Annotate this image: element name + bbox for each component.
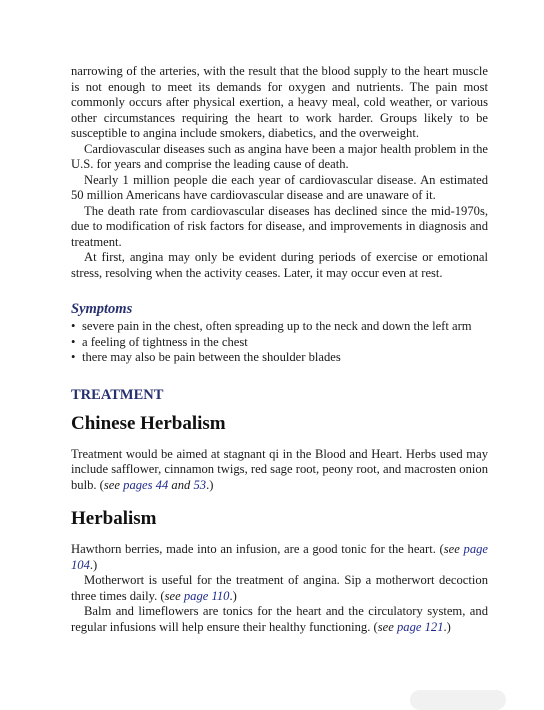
intro-paragraph-4: The death rate from cardiovascular diseases has declined since the mid-1970s, due to modification of risk factors for disease, and improvements in diagnosis and treatment. (71, 203, 488, 249)
herbalism-paragraph-1: Hawthorn berries, made into an infusion, are a good tonic for the heart. (see page 104.) (71, 542, 488, 572)
page-corner-shadow (410, 690, 506, 710)
list-item (71, 335, 488, 351)
symptoms-heading: Symptoms (71, 301, 133, 317)
see-label: see (103, 477, 120, 492)
herbalism-paragraph-3: Balm and limeflowers are tonics for the heart and the circulatory system, and regular infusions will help ensure their healthy functioning. (see page 121.) (71, 604, 488, 634)
intro-paragraph-2: Cardiovascular diseases such as angina have been a major health problem in the U.S. for years and comprise the leading cause of death. (71, 141, 488, 171)
bullet-icon: • (71, 319, 76, 333)
see-label: see (443, 542, 460, 556)
symptom-text: there may also be pain between the shoulder blades (82, 350, 341, 364)
treatment-heading: TREATMENT (71, 386, 164, 403)
page-link-110[interactable]: page 110 (183, 588, 230, 603)
intro-paragraph-1: narrowing of the arteries, with the result that the blood supply to the heart muscle is not enough to meet its demands for oxygen and nutrients. The pain most commonly occurs after physical exertion, a heavy meal, cold weather, or various other circumstances requiring the heart to work harder. Groups likely to be susceptible to angina include smokers, diabetics, and the overweight. (71, 64, 488, 140)
document-page (71, 64, 488, 635)
herbalism-paragraph-2: Motherwort is useful for the treatment of angina. Sip a motherwort decoction three times daily. (see page 110.) (71, 573, 488, 603)
see-label: see (164, 588, 181, 603)
see-label: see (377, 619, 394, 634)
symptoms-list (71, 319, 488, 366)
symptom-text: a feeling of tightness in the chest (82, 334, 248, 349)
page-link-53[interactable]: 53 (193, 477, 207, 492)
intro-paragraph-3: Nearly 1 million people die each year of cardiovascular disease. An estimated 50 million Americans have cardiovascular disease and are unaware of it. (71, 172, 488, 202)
list-item (71, 319, 488, 335)
bullet-icon: • (71, 334, 76, 349)
list-item (71, 350, 488, 366)
and-label: and (171, 477, 191, 492)
chinese-herbalism-heading: Chinese Herbalism (71, 412, 226, 434)
page-link-104[interactable]: page 104 (71, 542, 488, 572)
bullet-icon: • (71, 350, 76, 364)
page-link-121[interactable]: page 121 (396, 619, 444, 634)
symptom-text: severe pain in the chest, often spreading up to the neck and down the left arm (82, 319, 472, 333)
intro-paragraph-5: At first, angina may only be evident during periods of exercise or emotional stress, resolving when the activity ceases. Later, it may occur even at rest. (71, 250, 488, 280)
page-link-44[interactable]: pages 44 (123, 477, 169, 492)
herbalism-heading: Herbalism (71, 508, 157, 529)
chinese-herbalism-paragraph: Treatment would be aimed at stagnant qi in the Blood and Heart. Herbs used may include safflower, cinnamon twigs, red sage root, peony root, and macrosten onion bulb. (see pages 44 and 53.) (71, 446, 488, 492)
